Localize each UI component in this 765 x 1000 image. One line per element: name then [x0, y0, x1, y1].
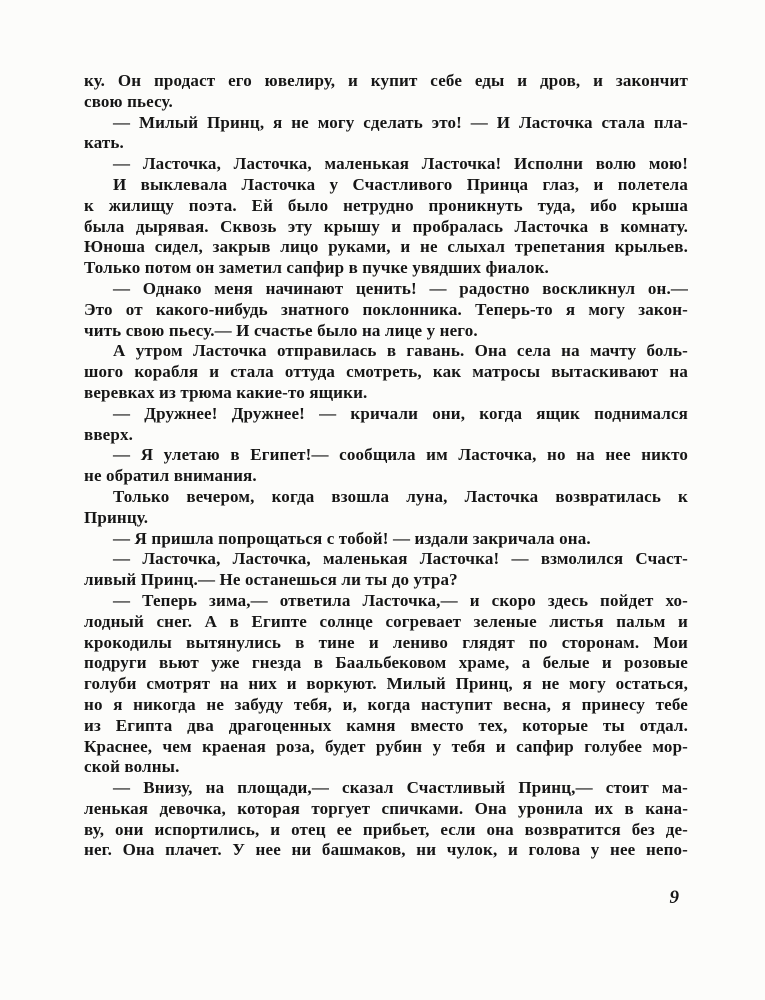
text-line: нег. Она плачет. У нее ни башмаков, ни чулок, и голова у нее непо-	[84, 840, 688, 860]
text-line: ской волны.	[84, 757, 180, 777]
text-line: — Дружнее! Дружнее! — кричали они, когда ящик поднимался	[113, 403, 688, 423]
text-line: Только потом он заметил сапфир в пучке увядших фиалок.	[84, 258, 549, 278]
text-line: голуби смотрят на них и воркуют. Милый Принц, я не могу остаться,	[84, 674, 688, 694]
text-line: шого корабля и стала оттуда смотреть, как матросы вытаскивают на	[84, 362, 688, 382]
text-line: — Теперь зима,— ответила Ласточка,— и скоро здесь пойдет хо-	[113, 590, 688, 610]
text-line: ву, они испортились, и отец ее прибьет, если она возвратится без де-	[84, 819, 688, 839]
text-line: Принцу.	[84, 507, 149, 527]
text-line: — Ласточка, Ласточка, маленькая Ласточка! Исполни волю мою!	[113, 154, 688, 174]
text-line: вверх.	[84, 424, 134, 444]
text-line: — Я улетаю в Египет!— сообщила им Ласточка, но на нее никто	[113, 445, 688, 465]
text-line: — Внизу, на площади,— сказал Счастливый Принц,— стоит ма-	[113, 778, 688, 798]
text-line: Это от какого-нибудь знатного поклонника. Теперь-то я могу закон-	[84, 299, 688, 319]
text-line: ленькая девочка, которая торгует спичками. Она уронила их в кана-	[84, 798, 688, 818]
text-line: — Я пришла попрощаться с тобой! — издали закричала она.	[113, 528, 591, 548]
text-line: была дырявая. Сквозь эту крышу и пробралась Ласточка в комнату.	[84, 216, 688, 236]
text-line: из Египта два драгоценных камня вместо тех, которые ты отдал.	[84, 715, 688, 735]
text-line: А утром Ласточка отправилась в гавань. Она села на мачту боль-	[113, 341, 688, 361]
text-line: И выклевала Ласточка у Счастливого Принца глаз, и полетела	[113, 174, 688, 194]
text-line: ку. Он продаст его ювелиру, и купит себе еды и дров, и закончит	[84, 71, 688, 90]
text-line: чить свою пьесу.— И счастье было на лице у него.	[84, 320, 478, 340]
text-line: к жилищу поэта. Ей было нетрудно проникнуть туда, ибо крыша	[84, 195, 688, 215]
text-line: — Ласточка, Ласточка, маленькая Ласточка! — взмолился Счаст-	[113, 549, 688, 569]
text-line: кать.	[84, 133, 124, 153]
page-number: 9	[669, 887, 679, 908]
text-line: крокодилы вытянулись в тине и лениво глядят по сторонам. Мои	[84, 632, 688, 652]
text-line: лодный снег. А в Египте солнце согревает зеленые листья пальм и	[84, 611, 688, 631]
text-line: не обратил внимания.	[84, 466, 257, 486]
text-line: свою пьесу.	[84, 91, 173, 111]
text-line: Только вечером, когда взошла луна, Ласточка возвратилась к	[113, 486, 688, 506]
text-line: — Милый Принц, я не могу сделать это! — И Ласточка стала пла-	[113, 112, 688, 132]
text-line: веревках из трюма какие-то ящики.	[84, 382, 368, 402]
text-line: — Однако меня начинают ценить! — радостно воскликнул он.—	[113, 278, 688, 298]
text-line: Юноша сидел, закрыв лицо руками, и не слыхал трепетания крыльев.	[84, 237, 688, 257]
text-line: ливый Принц.— Не останешься ли ты до утра?	[84, 570, 458, 590]
text-line: но я никогда не забуду тебя, и, когда наступит весна, я принесу тебе	[84, 694, 688, 714]
text-block	[84, 71, 688, 861]
text-line: Краснее, чем краеная роза, будет рубин у тебя и сапфир голубее мор-	[84, 736, 688, 756]
text-line: подруги вьют уже гнезда в Баальбековом храме, а белые и розовые	[84, 653, 688, 673]
